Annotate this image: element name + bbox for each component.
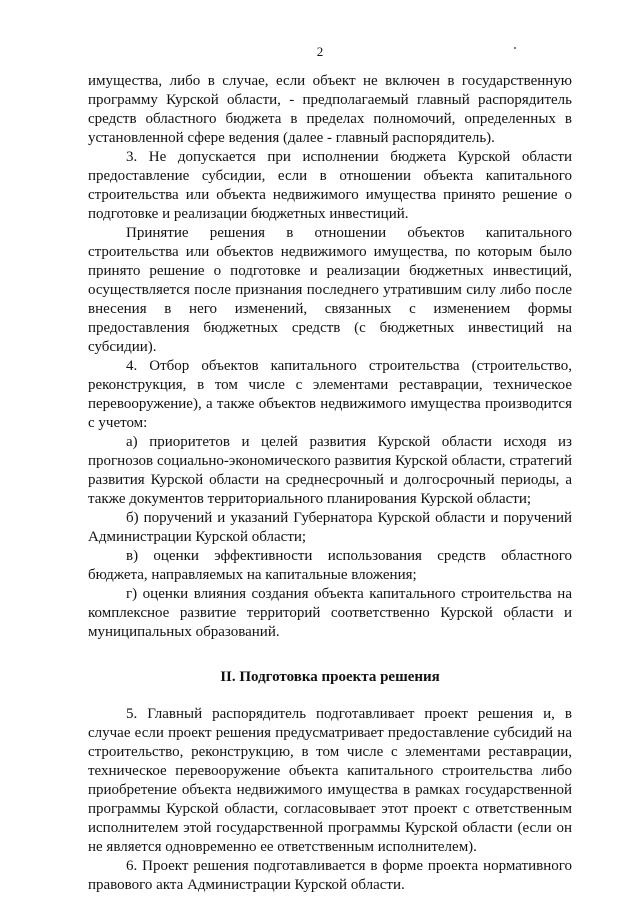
- paragraph-continuation: имущества, либо в случае, если объект не включен в государственную программу Курской области, - предполагаемый главный распорядитель средств областного бюджета в пределах полномочий, определенных в установленной сфере ведения (далее - главный распорядитель).: [88, 73, 572, 146]
- paragraph-subitem-v: в) оценки эффективности использования средств областного бюджета, направляемых на капитальные вложения;: [88, 548, 572, 583]
- paragraph-decision-adoption: Принятие решения в отношении объектов капитального строительства или объектов недвижимого имущества, по которым было принято решение о подготовке и реализации бюджетных инвестиций, осуществляется после признания последнего утратившим силу либо после внесения в него изменений, связанных с изменением формы предоставления бюджетных средств (с бюджетных инвестиций на субсидии).: [88, 225, 572, 355]
- paragraph-item-3: 3. Не допускается при исполнении бюджета Курской области предоставление субсидии, если в отношении объекта капитального строительства или объекта недвижимого имущества принято решение о подготовке и реализации бюджетных инвестиций.: [88, 149, 572, 222]
- paragraph-subitem-b: б) поручений и указаний Губернатора Курской области и поручений Администрации Курской области;: [88, 510, 572, 545]
- paragraph-subitem-a: а) приоритетов и целей развития Курской области исходя из прогнозов социально-экономического развития Курской области, стратегий развития Курской области на среднесрочный и долгосрочный периоды, а также документов территориального планирования Курской области;: [88, 434, 572, 507]
- paragraph-item-5: 5. Главный распорядитель подготавливает проект решения и, в случае если проект решения предусматривает предоставление субсидий на строительство, реконструкцию, в том числе с элементами реставрации, техническое перевооружение объекта капитального строительства либо приобретение объекта недвижимого имущества в рамках государственной программы Курской области, согласовывает этот проект с ответственным исполнителем этой государственной программы Курской области (если он не является одновременно ее ответственным исполнителем).: [88, 706, 572, 855]
- section-heading: II. Подготовка проекта решения: [220, 669, 440, 685]
- paragraph-item-4: 4. Отбор объектов капитального строительства (строительство, реконструкция, в том числе с элементами реставрации, техническое перевооружение), а также объектов недвижимого имущества производится с учетом:: [88, 358, 572, 431]
- paragraph-subitem-g: г) оценки влияния создания объекта капитального строительства на комплексное развитие территорий соответственно Курской области и муниципальных образований.: [88, 586, 572, 640]
- document-body: [88, 72, 572, 895]
- paragraph-item-6: 6. Проект решения подготавливается в форме проекта нормативного правового акта Администрации Курской области.: [88, 858, 572, 893]
- scan-speck: [514, 47, 516, 49]
- page-number: 2: [316, 44, 324, 59]
